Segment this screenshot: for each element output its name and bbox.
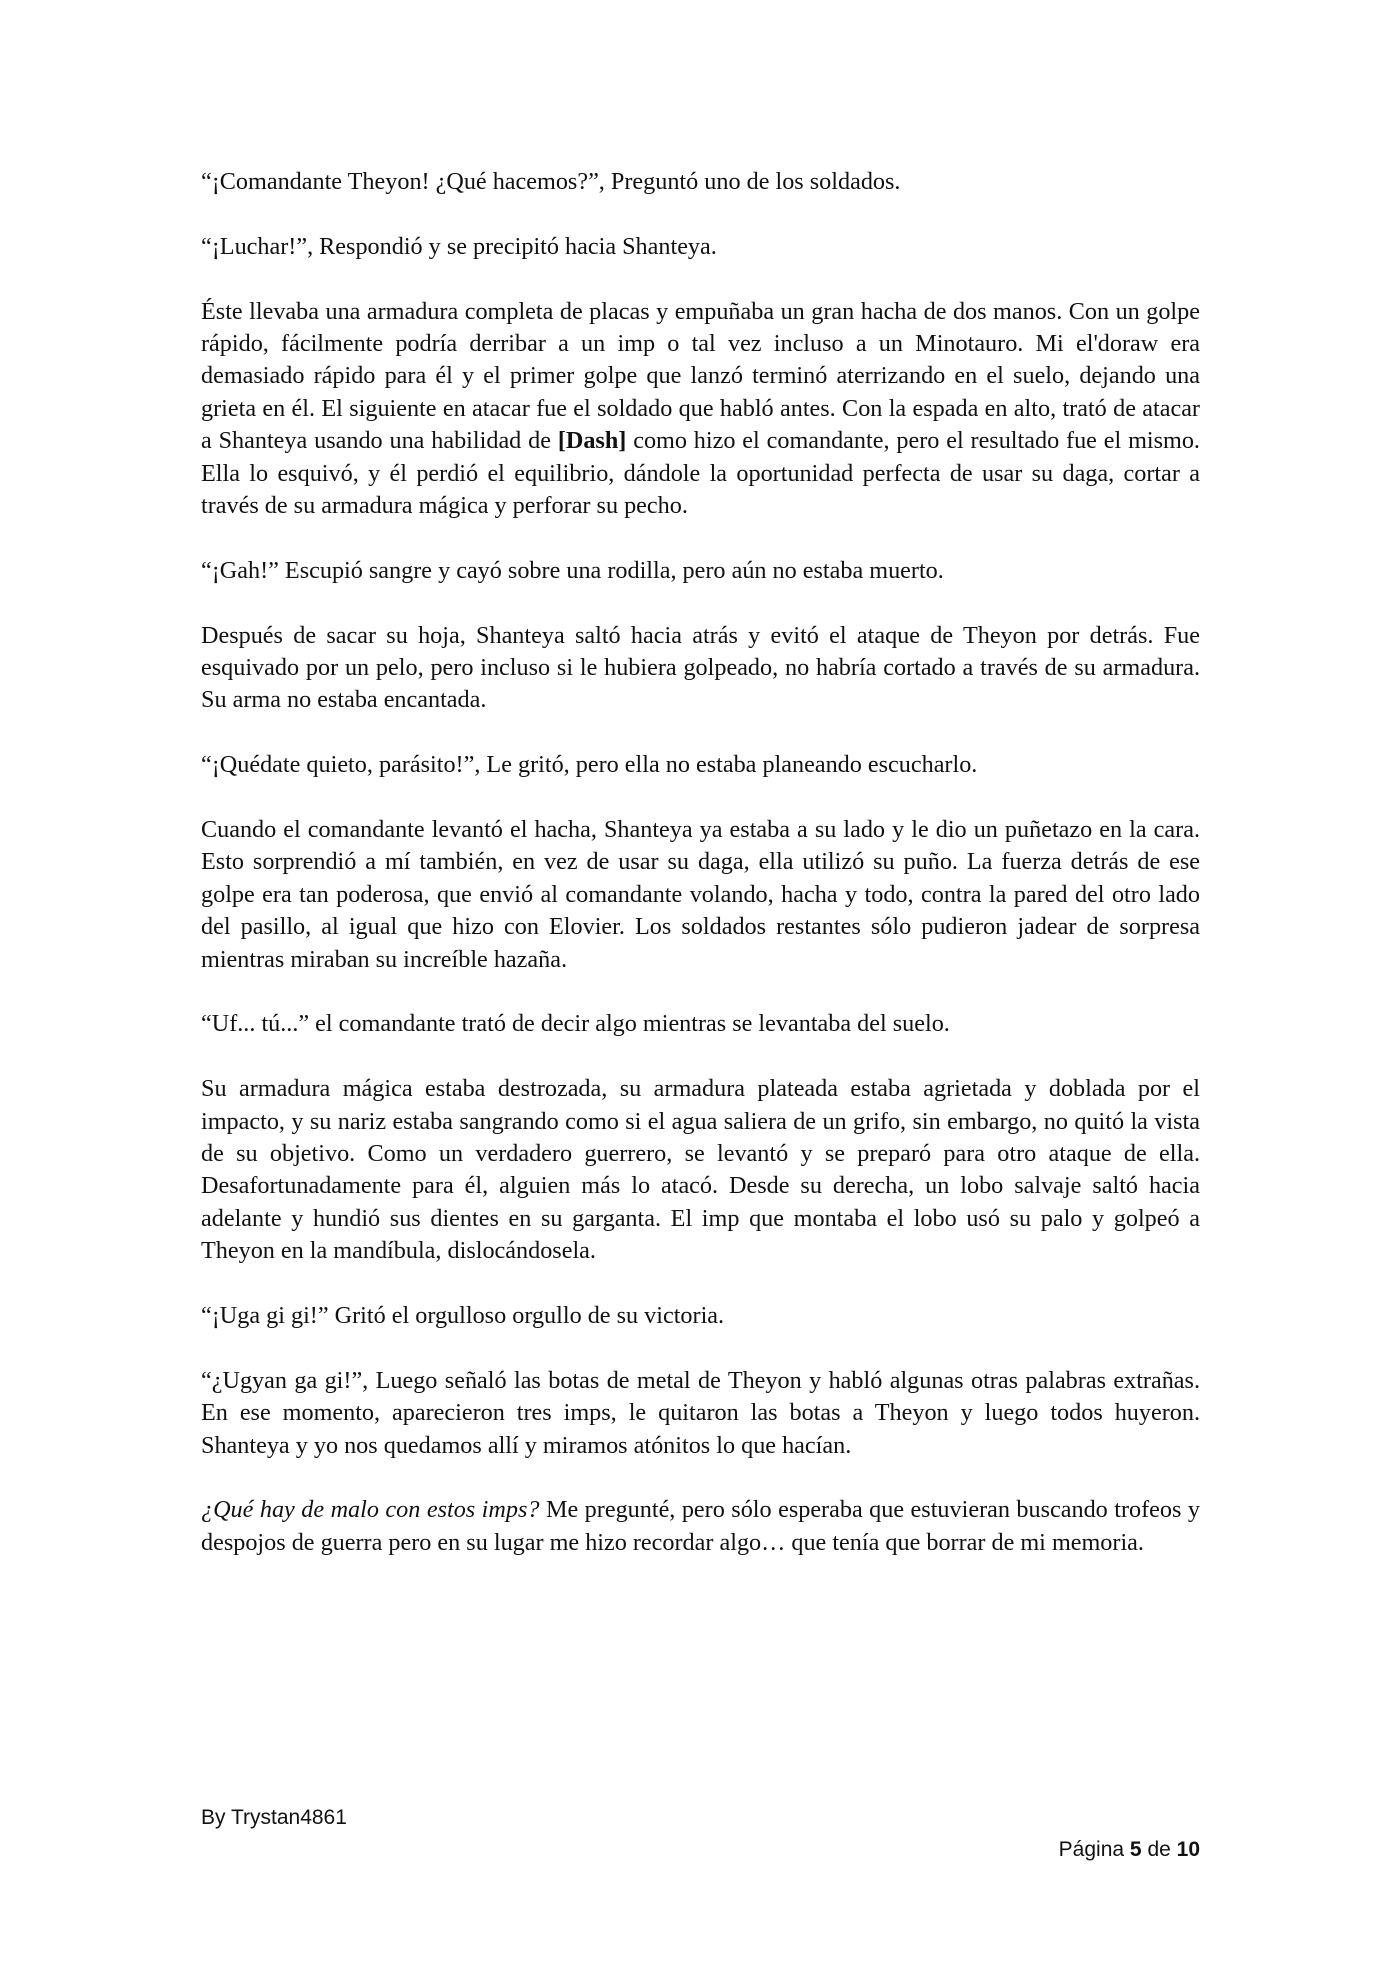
paragraph [201, 1008, 1200, 1040]
document-body [201, 166, 1200, 1559]
paragraph-text: “¡Comandante Theyon! ¿Qué hacemos?”, Preguntó uno de los soldados. [201, 168, 901, 195]
paragraph [201, 1494, 1200, 1559]
paragraph [201, 296, 1200, 523]
paragraph [201, 749, 1200, 781]
paragraph [201, 620, 1200, 717]
paragraph-text: Después de sacar su hoja, Shanteya saltó hacia atrás y evitó el ataque de Theyon por detrás. Fue esquivado por un pelo, pero incluso si le hubiera golpeado, no habría cortado a través de su armadura. Su arma no estaba encantada. [201, 621, 1200, 714]
paragraph-text: “¡Uga gi gi!” Gritó el orgulloso orgullo de su victoria. [201, 1302, 725, 1330]
paragraph-text: “¡Gah!” Escupió sangre y cayó sobre una rodilla, pero aún no estaba muerto. [201, 556, 944, 584]
paragraph [201, 1300, 1200, 1332]
page-number [1059, 1838, 1200, 1862]
italic-text: ¿Qué hay de malo con estos imps? [201, 1496, 540, 1524]
page-current: 5 [1129, 1838, 1142, 1861]
bold-text: [Dash] [557, 427, 627, 455]
paragraph-text: Me pregunté, pero sólo esperaba que estuvieran buscando trofeos y despojos de guerra pero en su lugar me hizo recordar algo… que tenía que borrar de mi memoria. [201, 1496, 1200, 1556]
page-total: 10 [1176, 1838, 1200, 1861]
paragraph [201, 1365, 1200, 1462]
paragraph-text: Cuando el comandante levantó el hacha, Shanteya ya estaba a su lado y le dio un puñetazo en la cara. Esto sorprendió a mí también, en vez de usar su daga, ella utilizó su puño. La fuerza detrás de ese golpe era tan poderosa, que envió al comandante volando, hacha y todo, contra la pared del otro lado del pasillo, al igual que hizo con Elovier. Los soldados restantes sólo pudieron jadear de sorpresa mientras miraban su increíble hazaña. [201, 816, 1200, 973]
paragraph-text: Su armadura mágica estaba destrozada, su armadura plateada estaba agrietada y doblada por el impacto, y su nariz estaba sangrando como si el agua saliera de un grifo, sin embargo, no quitó la vista de su objetivo. Como un verdadero guerrero, se levantó y se preparó para otro ataque de ella. Desafortunadamente para él, alguien más lo atacó. Desde su derecha, un lobo salvaje saltó hacia adelante y hundió sus dientes en su garganta. El imp que montaba el lobo usó su palo y golpeó a Theyon en la mandíbula, dislocándosela. [201, 1075, 1200, 1265]
paragraph [201, 166, 1200, 198]
paragraph-text: “Uf... tú...” el comandante trató de decir algo mientras se levantaba del suelo. [201, 1010, 950, 1038]
paragraph [201, 814, 1200, 976]
footer-author: By Trystan4861 [201, 1806, 347, 1829]
paragraph [201, 1073, 1200, 1267]
paragraph-text: “¿Ugyan ga gi!”, Luego señaló las botas de metal de Theyon y habló algunas otras palabras extrañas. En ese momento, aparecieron tres imps, le quitaron las botas a Theyon y luego todos huyeron. Shanteya y yo nos quedamos allí y miramos atónitos lo que hacían. [201, 1366, 1200, 1459]
paragraph-text: como hizo el comandante, pero el resultado fue el mismo. Ella lo esquivó, y él perdió el equilibrio, dándole la oportunidad perfecta de usar su daga, cortar a través de su armadura mágica y perforar su pecho. [201, 427, 1200, 520]
page-label: Página [1058, 1838, 1125, 1861]
paragraph [201, 555, 1200, 587]
page-separator: de [1147, 1838, 1171, 1861]
paragraph-text: “¡Quédate quieto, parásito!”, Le gritó, pero ella no estaba planeando escucharlo. [201, 751, 978, 779]
paragraph-text: “¡Luchar!”, Respondió y se precipitó hacia Shanteya. [201, 232, 717, 260]
paragraph [201, 231, 1200, 263]
paragraph-text: Éste llevaba una armadura completa de placas y empuñaba un gran hacha de dos manos. Con un golpe rápido, fácilmente podría derribar a un imp o tal vez incluso a un Minotauro. Mi el'doraw era demasiado rápido para él y el primer golpe que lanzó terminó aterrizando en el suelo, dejando una grieta en él. El siguiente en atacar fue el soldado que habló antes. Con la espada en alto, trató de atacar a Shanteya usando una habilidad de [201, 297, 1200, 455]
